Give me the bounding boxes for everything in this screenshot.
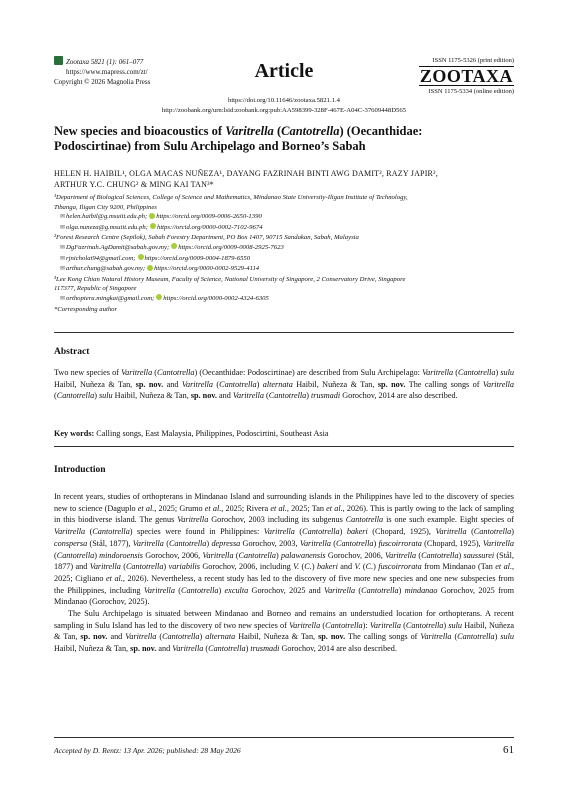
email-link[interactable]: arthur.chung@sabah.gov.my; [66, 265, 146, 273]
affiliation-3: ³Lee Kong Chian Natural History Museum, Faculty of Science, National University of Singapore, 2 Conservatory Drive, Singapore [54, 275, 406, 283]
orcid-icon [150, 223, 156, 229]
publication-dates: Accepted by D. Rentz: 13 Apr. 2026; published: 28 May 2026 [54, 746, 241, 755]
affiliation-2: ²Forest Research Centre (Sepilok), Sabah Forestry Department, PO Box 1407, 90715 Sandakan, Sabah, Malaysia [54, 234, 359, 242]
orcid-icon [138, 254, 144, 260]
journal-logo-icon [54, 56, 63, 65]
email-icon: ✉ [60, 255, 66, 262]
article-label: Article [254, 60, 314, 82]
email-link[interactable]: olga.nuneza@g.msuiit.edu.ph; [66, 223, 148, 231]
orcid-link[interactable]: https://orcid.org/0009-0008-2925-7623 [178, 243, 284, 251]
journal-url[interactable]: https://www.mapress.com/zt/ [66, 68, 148, 76]
email-link[interactable]: orthoptera.mingkai@gmail.com; [66, 294, 155, 302]
divider [54, 446, 514, 447]
orcid-link[interactable]: https://orcid.org/0000-0002-9529-4114 [154, 265, 260, 273]
page-number: 61 [503, 744, 514, 756]
authors-line-2: ARTHUR Y.C. CHUNG² & MING KAI TAN³* [54, 180, 214, 189]
abstract-heading: Abstract [54, 347, 90, 357]
author-list [54, 168, 514, 190]
email-link[interactable]: DgFazrinah.AgDamit@sabah.gov.my; [66, 243, 170, 251]
zoobank-link[interactable]: http://zoobank.org/urn:lsid:zoobank.org:pub:AA598399-328F-467E-A04C-37609448D565 [161, 107, 407, 114]
email-icon: ✉ [60, 244, 66, 251]
copyright: Copyright © 2026 Magnolia Press [54, 78, 151, 86]
introduction-heading: Introduction [54, 465, 106, 475]
article-title: New species and bioacoustics of Varitrella (Cantotrella) (Oecanthidae: Podoscirtinae) from Sulu Archipelago and Borneo’s Sabah [54, 124, 423, 153]
zootaxa-logo: ZOOTAXA [419, 66, 513, 86]
journal-citation: Zootaxa 5821 (1): 061–077 [66, 58, 144, 66]
doi-link[interactable]: https://doi.org/10.11646/zootaxa.5821.1.4 [227, 97, 340, 104]
orcid-link[interactable]: https://orcid.org/0000-0002-7102-9674 [156, 223, 263, 231]
authors-line-1: HELEN H. HAIBIL¹, OLGA MACAS NUÑEZA¹, DAYANG FAZRINAH BINTI AWG DAMIT², RAZY JAPIR², [54, 169, 438, 178]
affiliations [54, 193, 514, 314]
abstract-text: Two new species of Varitrella (Cantotrella) (Oecanthidae: Podoscirtinae) are described from Sulu Archipelago: Varitrella (Cantotrella) sulu Haibil, Nuñeza & Tan, sp. nov. and Varitrella (Cantotrella) alternata Haibil, Nuñeza & Tan, sp. nov. The calling songs of Varitrella (Cantotrella) sulu Haibil, Nuñeza & Tan, sp. nov. and Varitrella (Cantotrella) trusmadi Gorochov, 2014 are also described. [54, 368, 514, 401]
email-icon: ✉ [60, 266, 66, 273]
journal-info [54, 56, 150, 87]
orcid-icon [147, 265, 153, 271]
keywords-label: Key words: [54, 429, 95, 438]
affiliation-1-cont: Tibanga, Iligan City 9200, Philippines [54, 203, 157, 211]
orcid-icon [171, 243, 177, 249]
orcid-link[interactable]: https://orcid.org/0009-0006-2650-1390 [156, 213, 262, 221]
corresponding-author: *Corresponding author [54, 305, 118, 313]
email-icon: ✉ [60, 224, 66, 231]
orcid-icon [149, 213, 155, 219]
orcid-link[interactable]: https://orcid.org/0009-0004-1879-6550 [144, 254, 251, 262]
footer-divider [54, 737, 514, 738]
orcid-icon [156, 294, 162, 300]
email-icon: ✉ [60, 295, 66, 302]
email-icon: ✉ [60, 214, 66, 221]
identifier-links [54, 96, 514, 116]
affiliation-3-cont: 117377, Republic of Singapore [54, 285, 137, 293]
intro-paragraph-2: The Sulu Archipelago is situated between Mindanao and Borneo and remains an understudied location for orthopterans. A recent sampling in Sulu Island has led to the discovery of two new species of Varitrella (Cantotrella): Varitrella (Cantotrella) sulu Haibil, Nuñeza & Tan, sp. nov. and Varitrella (Cantotrella) alternata Haibil, Nuñeza & Tan, sp. nov. The calling songs of Varitrella (Cantotrella) sulu Haibil, Nuñeza & Tan, sp. nov. and Varitrella (Cantotrella) trusmadi Gorochov, 2014 are also described. [54, 609, 514, 654]
issn-online: ISSN 1175-5334 (online edition) [428, 88, 514, 95]
email-link[interactable]: helen.haibil@g.msuiit.edu.ph; [66, 213, 148, 221]
orcid-link[interactable]: https://orcid.org/0000-0002-4324-6305 [163, 294, 269, 302]
issn-block [419, 56, 514, 96]
intro-paragraph-1: In recent years, studies of orthopterans in Mindanao Island and surrounding islands in the Philippines have led to the discovery of species new to science (Daguplo et al., 2025; Grumo et al., 2025; Rivera et al., 2025; Tan et al., 2026). This is partly owing to the lack of sampling in this biodiverse island. The genus Varitrella Gorochov, 2003 including its subgenus Cantotrella is one such example. Eight species of Varitrella (Cantotrella) species were found in Philippines: Varitrella (Cantotrella) bakeri (Chopard, 1925), Varitrella (Cantotrella) conspersa (Stål, 1877), Varitrella (Cantotrella) depressa Gorochov, 2003, Varitrella (Cantotrella) fuscoirrorata (Chopard, 1925), Varitrella (Cantotrella) mindoroensis Gorochov, 2006, Varitrella (Cantotrella) palawanensis Gorochov, 2006, Varitrella (Cantotrella) saussurei (Stål, 1877) and Varitrella (Cantotrella) variabilis Gorochov, 2006, including V. (C.) bakeri and V. (C.) fuscoirrorata from Mindanao (Tan et al., 2025; Cigliano et al., 2026). Nevertheless, a recent study has led to the discovery of five more new species and one new subspecies from the Philippines, including Varitrella (Cantotrella) exculta Gorochov, 2025 and Varitrella (Cantotrella) mindanao Gorochov, 2025 from Mindanao (Gorochov, 2025). [54, 492, 515, 607]
keywords-text: Calling songs, East Malaysia, Philippines, Podoscirtini, Southeast Asia [96, 429, 329, 438]
keywords [54, 428, 514, 439]
affiliation-1: ¹Department of Biological Sciences, College of Science and Mathematics, Mindanao State University-Iligan Institute of Technology, [54, 194, 408, 201]
divider [54, 332, 514, 333]
introduction-body [54, 491, 514, 655]
email-link[interactable]: rjnicholai94@gmail.com; [66, 254, 136, 262]
issn-print: ISSN 1175-5326 (print edition) [432, 57, 514, 64]
